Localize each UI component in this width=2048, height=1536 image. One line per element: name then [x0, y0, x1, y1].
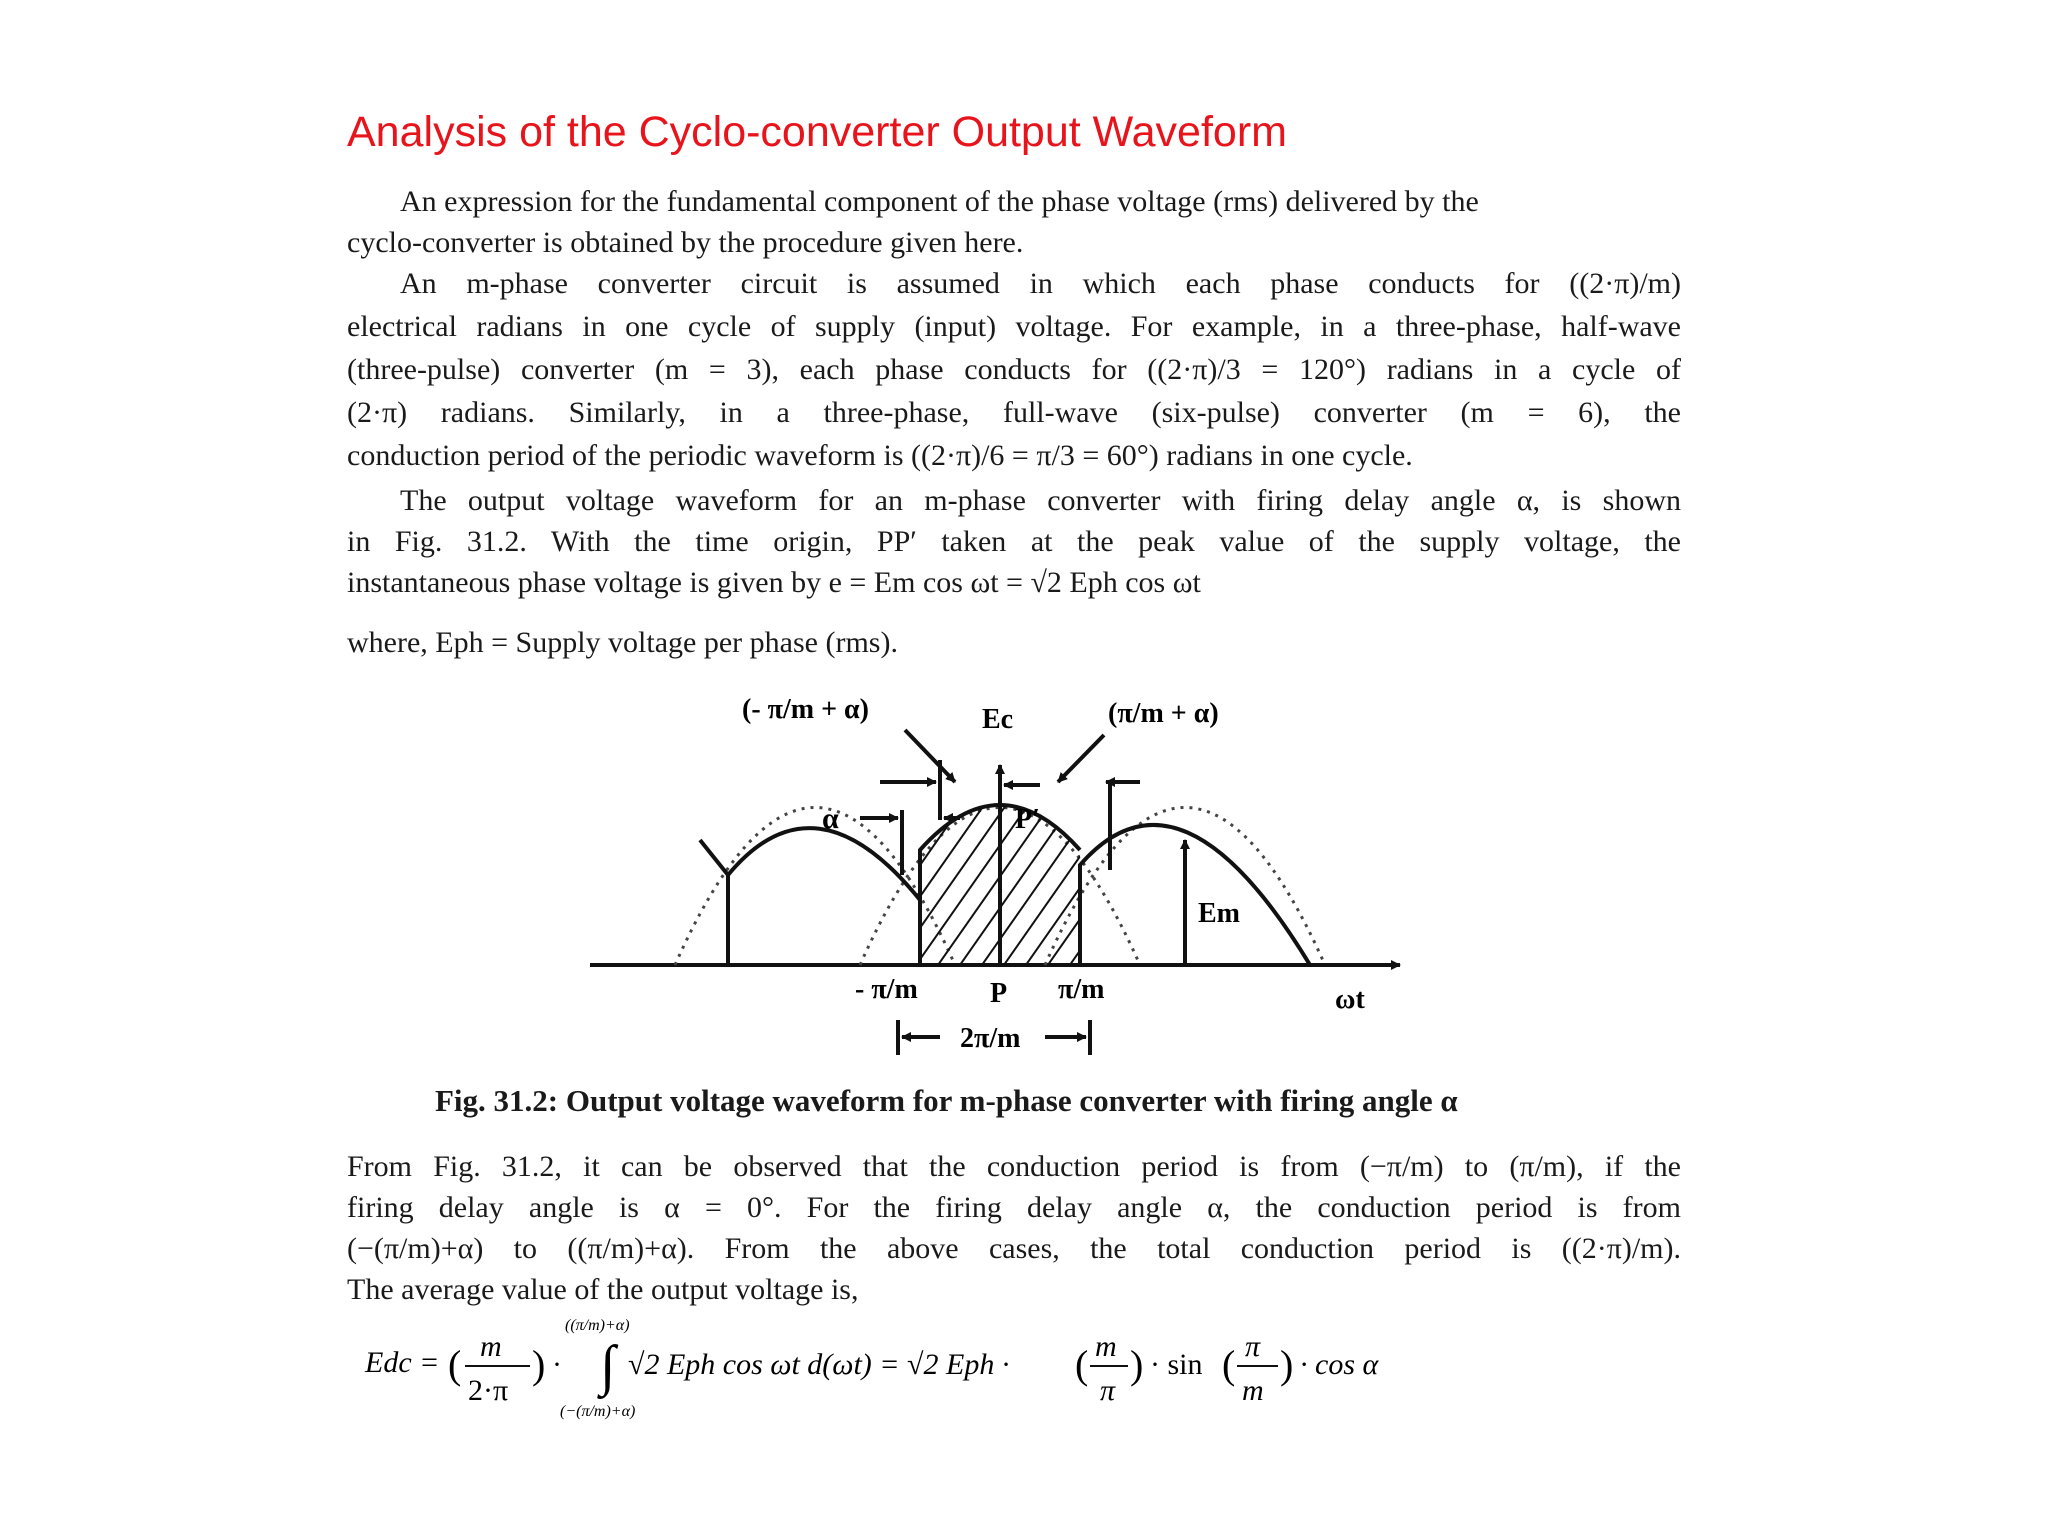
conduction-line: From Fig. 31.2, it can be observed that the conduction period is from (−π/m) to (π/m), if the	[347, 1150, 1681, 1183]
svg-text:): )	[532, 1342, 546, 1387]
formula-lhs: Edc =	[365, 1346, 440, 1379]
svg-text:(: (	[1222, 1342, 1236, 1387]
svg-text:·: ·	[552, 1348, 562, 1381]
int-lower: (−(π/m)+α)	[560, 1403, 636, 1420]
mphase-line: conduction period of the periodic waveform is ((2·π)/6 = π/3 = 60°) radians in one cycle.	[347, 439, 1413, 472]
conduction-paragraph	[347, 1146, 1681, 1310]
label-right: (π/m + α)	[1108, 698, 1219, 729]
formula-tail: · cos α	[1300, 1348, 1379, 1381]
dotted-arch	[675, 808, 955, 966]
output-line: in Fig. 31.2. With the time origin, PP′ taken at the peak value of the supply voltage, the	[347, 525, 1681, 558]
conduction-line: (−(π/m)+α) to ((π/m)+α). From the above cases, the total conduction period is ((2·π)/m).	[347, 1232, 1681, 1265]
where-line: where, Eph = Supply voltage per phase (rms).	[347, 626, 898, 659]
span-label: 2π/m	[960, 1023, 1021, 1054]
conduction-line: firing delay angle is α = 0°. For the firing delay angle α, the conduction period is from	[347, 1191, 1681, 1224]
output-line: instantaneous phase voltage is given by e = Em cos ωt = √2 Eph cos ωt	[347, 566, 1201, 599]
svg-text:(: (	[1075, 1342, 1089, 1387]
output-segment	[728, 828, 920, 965]
tick-neg-pi-m: - π/m	[855, 974, 918, 1005]
intro-line: An expression for the fundamental component of the phase voltage (rms) delivered by the	[400, 185, 1479, 218]
axis-label-wt: ωt	[1335, 984, 1365, 1015]
integrand: √2 Eph cos ωt d(ωt) = √2 Eph ·	[628, 1348, 1010, 1381]
mphase-line: An m-phase converter circuit is assumed in which each phase conducts for ((2·π)/m)	[400, 267, 1681, 300]
label-arrow	[1058, 735, 1104, 782]
output-segment	[1080, 825, 1310, 965]
conduction-line: The average value of the output voltage is,	[347, 1273, 859, 1306]
where-paragraph	[347, 622, 1681, 663]
svg-text:(: (	[448, 1342, 462, 1387]
tick-pi-m: π/m	[1058, 974, 1105, 1005]
mphase-paragraph	[347, 262, 1681, 477]
left-edge-tick	[700, 840, 728, 875]
label-left: (- π/m + α)	[742, 694, 869, 725]
intro-paragraph	[347, 181, 1681, 263]
frac3-den: m	[1242, 1374, 1264, 1407]
label-pprime: P′	[1015, 804, 1040, 835]
mphase-line: (2·π) radians. Similarly, in a three-phase, full-wave (six-pulse) converter (m = 6), the	[347, 396, 1681, 429]
output-line: The output voltage waveform for an m-phase converter with firing delay angle α, is shown	[400, 484, 1681, 517]
average-voltage-formula	[360, 1312, 1420, 1422]
figure-caption: Fig. 31.2: Output voltage waveform for m-phase converter with firing angle α	[435, 1083, 1458, 1118]
page-title: Analysis of the Cyclo-converter Output Waveform	[347, 108, 1287, 156]
label-arrow	[905, 730, 955, 782]
frac3-num: π	[1245, 1330, 1261, 1363]
frac1-num: m	[480, 1330, 502, 1363]
label-ec: Ec	[982, 704, 1014, 735]
integral-sign: ∫	[600, 1335, 616, 1397]
frac2-den: π	[1100, 1374, 1116, 1407]
mphase-line: electrical radians in one cycle of supply (input) voltage. For example, in a three-phase, half-wave	[347, 310, 1681, 343]
tick-p: P	[990, 978, 1008, 1009]
output-paragraph	[347, 480, 1681, 603]
label-alpha: α	[822, 802, 839, 835]
label-em: Em	[1198, 898, 1240, 929]
frac1-den: 2·π	[468, 1374, 509, 1407]
frac2-num: m	[1095, 1330, 1117, 1363]
sin-term: · sin	[1150, 1348, 1203, 1381]
mphase-line: (three-pulse) converter (m = 3), each phase conducts for ((2·π)/3 = 120°) radians in a cycle of	[347, 353, 1681, 386]
svg-text:): )	[1280, 1342, 1294, 1387]
svg-text:): )	[1130, 1342, 1144, 1387]
intro-line: cyclo-converter is obtained by the procedure given here.	[347, 226, 1024, 259]
int-upper: ((π/m)+α)	[565, 1317, 630, 1334]
waveform-figure	[580, 690, 1420, 1070]
